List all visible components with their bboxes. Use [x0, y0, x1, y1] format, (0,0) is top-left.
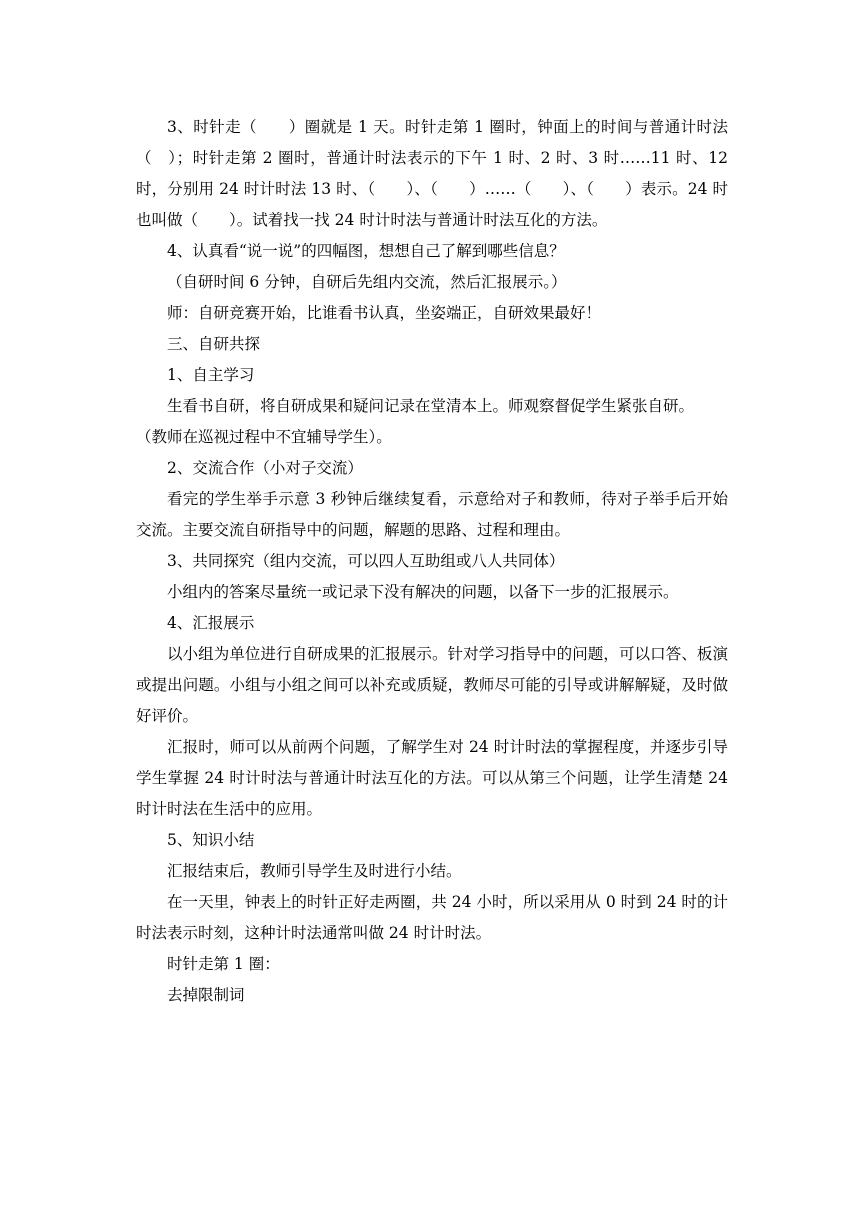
- subheading-group-explore: 3、共同探究（组内交流，可以四人互助组或八人共同体）: [167, 552, 565, 570]
- paragraph-report: 以小组为单位进行自研成果的汇报展示。针对学习指导中的问题，可以口答、板演或提出问题。小组与小组之间可以补充或质疑，教师尽可能的引导或讲解解疑，及时做好评价。: [136, 645, 728, 725]
- subheading-pair-exchange: 2、交流合作（小对子交流）: [167, 459, 363, 477]
- paragraph-student-self-study: 生看书自研，将自研成果和疑问记录在堂清本上。师观察督促学生紧张自研。: [167, 397, 695, 415]
- paragraph-summary-definition: 在一天里，钟表上的时针正好走两圈，共 24 小时，所以采用从 0 时到 24 时的计时法表示时刻，这种计时法通常叫做 24 时计时法。: [136, 893, 728, 942]
- paragraph-report-guidance: 汇报时，师可以从前两个问题，了解学生对 24 时计时法的掌握程度，并逐步引导学生掌握 24 时计时法与普通计时法互化的方法。可以从第三个问题，让学生清楚 24 时计时法在生活中的应用。: [136, 738, 728, 818]
- document-page: [136, 112, 728, 1011]
- subheading-self-learning: 1、自主学习: [167, 366, 255, 384]
- paragraph-question-3: 3、时针走（ ）圈就是 1 天。时针走第 1 圈时，钟面上的时间与普通计时法（ ）；时针走第 2 圈时，普通计时法表示的下午 1 时、2 时、3 时……11 时、12 时，分别用 24 时计时法 13 时、（ ）、（ ）……（ ）、（ ）表示。24 时也叫做（ ）。试着找一找 24 时计时法与普通计时法互化的方法。: [136, 118, 728, 229]
- subheading-summary: 5、知识小结: [167, 831, 255, 849]
- paragraph-question-4: 4、认真看“说一说”的四幅图，想想自己了解到哪些信息？: [167, 242, 565, 260]
- section-heading-3: 三、自研共探: [167, 335, 261, 353]
- paragraph-teacher-prompt: 师：自研竞赛开始，比谁看书认真，坐姿端正，自研效果最好！: [167, 304, 602, 322]
- paragraph-self-study-time: （自研时间 6 分钟，自研后先组内交流，然后汇报展示。）: [167, 273, 567, 291]
- paragraph-group-explore: 小组内的答案尽量统一或记录下没有解决的问题，以备下一步的汇报展示。: [167, 583, 679, 601]
- subheading-report: 4、汇报展示: [167, 614, 255, 632]
- paragraph-remove-qualifier: 去掉限制词: [167, 986, 245, 1004]
- paragraph-first-round: 时针走第 1 圈：: [167, 955, 280, 973]
- paragraph-teacher-note: （教师在巡视过程中不宜辅导学生）。: [136, 428, 392, 446]
- paragraph-summary-intro: 汇报结束后，教师引导学生及时进行小结。: [167, 862, 462, 880]
- paragraph-pair-exchange: 看完的学生举手示意 3 秒钟后继续复看，示意给对子和教师，待对子举手后开始交流。主要交流自研指导中的问题，解题的思路、过程和理由。: [136, 490, 728, 539]
